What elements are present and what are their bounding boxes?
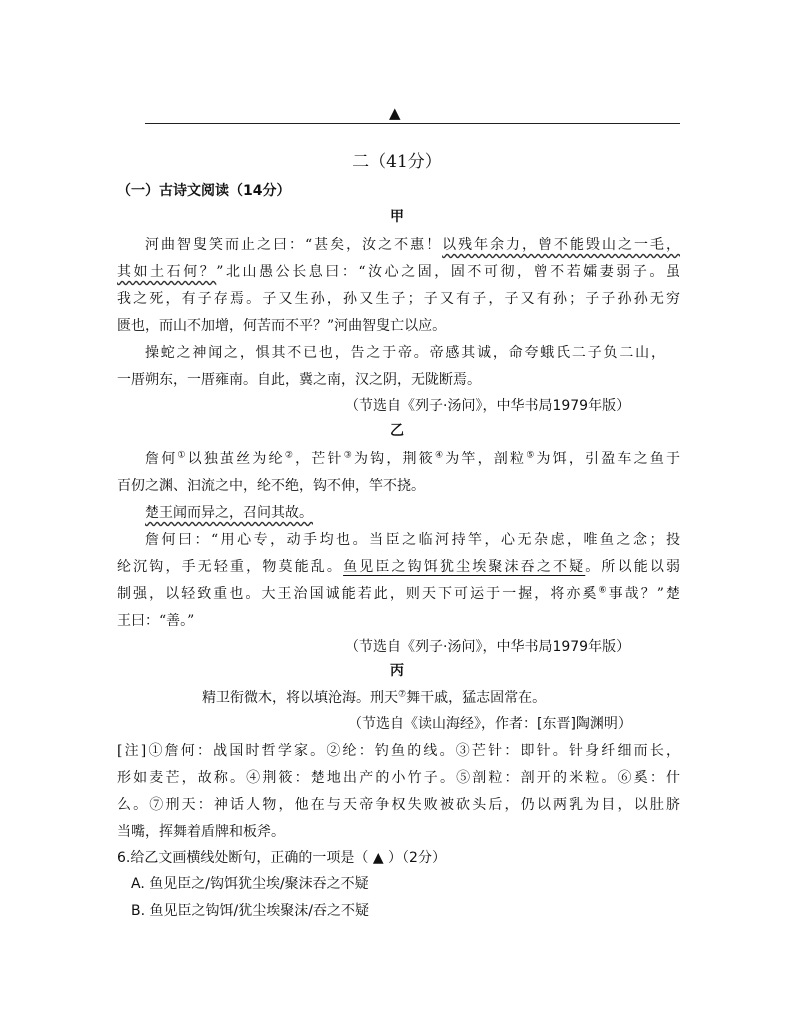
sub-section-title: （一）古诗文阅读（14分） [117,183,291,199]
yi-p3-line3: 制强，以轻致重也。大王治国诚能若此，则天下可运于一握，将亦奚⑥事哉？”楚 [117,585,680,602]
jia-p1-line3: 我之死，有子存焉。子又生孙，孙又生子；子又有子，子又有孙；子子孙孙无穷 [117,291,680,307]
yi-source: （节选自《列子·汤问》，中华书局1979年版） [345,639,631,655]
notes-line2: 形如麦芒，故称。④荆筱：楚地出产的小竹子。⑤剖粒：剖开的米粒。⑥奚：什 [117,770,680,786]
passage-yi-heading: 乙 [390,423,404,439]
bing-source: （节选自《读山海经》，作者：[东晋]陶渊明） [348,716,632,732]
jia-p1-line2: 其如土石何？”北山愚公长息曰：“汝心之固，固不可彻，曾不若孀妻弱子。虽 [117,264,680,280]
yi-wavy-underline: 楚王闻而异之，召问其故。 [145,505,313,521]
jia-wavy-underline-1: 以残年余力，曾不能毁山之一毛， [442,237,681,253]
option-b[interactable]: B. 鱼见臣之钩饵/犹尘埃聚沫/吞之不疑 [131,903,369,919]
passage-bing-heading: 丙 [390,663,404,679]
notes-line4: 当嘴，挥舞着盾牌和板斧。 [117,824,285,840]
yi-p3-line2: 纶沉钩，手无轻重，物莫能乱。鱼见臣之钩饵犹尘埃聚沫吞之不疑。所以能以弱 [117,559,681,575]
yi-p2-line1 [145,503,313,523]
yi-p1-line1: 詹何①以独茧丝为纶②，芒针③为钩，荆筱④为竿，剖粒⑤为饵，引盈车之鱼于 [145,450,681,467]
jia-p1-line1: 河曲智叟笑而止之曰：“甚矣，汝之不惠！以残年余力，曾不能毁山之一毛， [145,237,681,253]
notes-line1: [注]①詹何：战国时哲学家。②纶：钓鱼的线。③芒针：即针。针身纤细而长， [117,743,680,759]
yi-straight-underline: 鱼见臣之钩饵犹尘埃聚沫吞之不疑 [343,559,586,575]
answer-line [145,123,680,124]
jia-p2-line1: 操蛇之神闻之，惧其不已也，告之于帝。帝感其诚，命夸蛾氏二子负二山， [145,345,665,361]
answer-triangle-icon: ▲ [372,850,384,866]
yi-p1-line2: 百仞之渊、汩流之中，纶不绝，钩不伸，竿不挠。 [117,478,425,494]
jia-p2-line2: 一厝朔东，一厝雍南。自此，冀之南，汉之阴，无陇断焉。 [117,372,481,388]
section-title: 二（41分） [352,152,442,172]
bing-poem-line: 精卫衔微木，将以填沧海。刑天⑦舞干戚，猛志固常在。 [202,689,547,706]
jia-source: （节选自《列子·汤问》，中华书局1979年版） [345,398,631,414]
jia-wavy-underline-2: 其如土石何？ [117,264,217,280]
notes-line3: 么。⑦刑天：神话人物，他在与天帝争权失败被砍头后，仍以两乳为目，以肚脐 [117,797,680,813]
yi-p3-line1: 詹何曰：“用心专，动手均也。当臣之临河持竿，心无杂虑，唯鱼之念；投 [145,532,680,548]
answer-triangle-icon: ▲ [389,104,401,122]
option-a[interactable]: A. 鱼见臣之/钩饵犹尘埃/聚沫吞之不疑 [131,876,369,892]
question-6-stem: 6.给乙文画横线处断句，正确的一项是（ ▲ ）（2分） [117,850,446,866]
jia-p1-line4: 匮也，而山不加增，何苦而不平？”河曲智叟亡以应。 [117,318,447,334]
passage-jia-heading: 甲 [390,209,404,225]
yi-p3-line4: 王曰：“善。” [117,613,195,629]
